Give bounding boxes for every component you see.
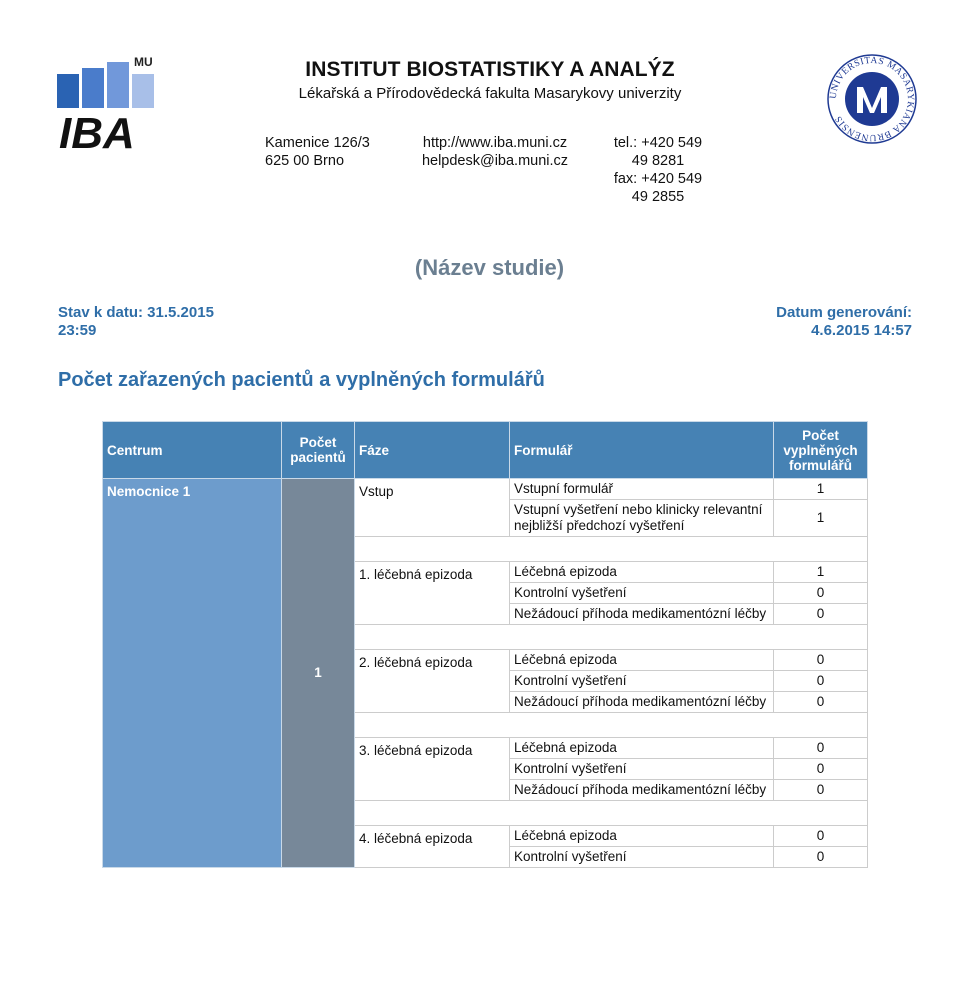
iba-logo-bar-1	[57, 74, 79, 108]
cell-faze: 3. léčebná epizoda	[355, 738, 510, 801]
address-street: Kamenice 126/3	[265, 135, 370, 151]
cell-pocet-vyplnenych: 1	[774, 479, 868, 500]
seal-text: UNIVERSITAS MASARYKIANA BRUNENSIS	[828, 55, 916, 143]
cell-pocet-vyplnenych: 0	[774, 826, 868, 847]
cell-centrum: Nemocnice 1	[103, 479, 282, 868]
col-header-centrum: Centrum	[103, 422, 282, 479]
cell-formular: Léčebná epizoda	[510, 562, 774, 583]
cell-pocet-vyplnenych: 1	[774, 562, 868, 583]
col-header-faze: Fáze	[355, 422, 510, 479]
forms-table	[102, 421, 868, 868]
cell-pocet-vyplnenych: 0	[774, 692, 868, 713]
tel-line-2: 49 8281	[631, 153, 685, 169]
cell-faze: 2. léčebná epizoda	[355, 650, 510, 713]
col-header-vyplnenych-line-3: formulářů	[788, 457, 852, 473]
col-header-pocet-vyplnenych	[774, 422, 868, 479]
section-title: Počet zařazených pacientů a vyplněných formulářů	[58, 369, 545, 391]
generated-date-block	[672, 304, 912, 340]
cell-formular: Vstupní formulář	[510, 479, 774, 500]
masaryk-university-seal	[826, 53, 918, 145]
cell-formular: Kontrolní vyšetření	[510, 671, 774, 692]
cell-formular: Kontrolní vyšetření	[510, 583, 774, 604]
col-header-pocet-pacientu	[282, 422, 355, 479]
email-link[interactable]: helpdesk@iba.muni.cz	[421, 153, 569, 169]
cell-pocet-vyplnenych: 0	[774, 738, 868, 759]
col-header-vyplnenych-line-1: Počet	[802, 427, 839, 443]
cell-formular: Nežádoucí příhoda medikamentózní léčby	[510, 692, 774, 713]
web-link[interactable]: http://www.iba.muni.cz	[422, 135, 568, 151]
cell-pocet-pacientu: 1	[282, 479, 355, 868]
tel-line-1: tel.: +420 549	[613, 135, 703, 151]
cell-formular: Nežádoucí příhoda medikamentózní léčby	[510, 780, 774, 801]
status-date-block	[58, 304, 214, 340]
iba-logo-bar-3	[107, 62, 129, 108]
address-city: 625 00 Brno	[265, 153, 345, 169]
seal-inner-disc	[845, 72, 899, 126]
cell-formular: Kontrolní vyšetření	[510, 847, 774, 868]
cell-pocet-vyplnenych: 0	[774, 671, 868, 692]
cell-pocet-vyplnenych: 0	[774, 759, 868, 780]
web-block	[405, 134, 585, 170]
col-header-formular: Formulář	[510, 422, 774, 479]
cell-formular: Nežádoucí příhoda medikamentózní léčby	[510, 604, 774, 625]
cell-faze: 1. léčebná epizoda	[355, 562, 510, 625]
cell-faze: 4. léčebná epizoda	[355, 826, 510, 868]
iba-logo-bar-4	[132, 74, 154, 108]
cell-pocet-vyplnenych: 0	[774, 604, 868, 625]
phase-spacer-cell	[355, 537, 868, 562]
table-row	[103, 479, 868, 500]
institute-subtitle: Lékařská a Přírodovědecká fakulta Masarykovy univerzity	[298, 85, 682, 102]
cell-pocet-vyplnenych: 0	[774, 650, 868, 671]
fax-line-1: fax: +420 549	[613, 171, 703, 187]
phone-block	[598, 134, 718, 206]
iba-logo-mu: MU	[134, 55, 153, 69]
phase-spacer-cell	[355, 801, 868, 826]
cell-pocet-vyplnenych: 0	[774, 583, 868, 604]
status-date-line-2: 23:59	[58, 322, 97, 339]
cell-faze: Vstup	[355, 479, 510, 537]
cell-pocet-vyplnenych: 1	[774, 500, 868, 537]
cell-formular: Léčebná epizoda	[510, 650, 774, 671]
cell-pocet-vyplnenych: 0	[774, 847, 868, 868]
table-body	[103, 479, 868, 868]
col-header-pocet-line-2: pacientů	[290, 450, 346, 465]
fax-line-2: 49 2855	[631, 189, 685, 205]
iba-logo-bar-2	[82, 68, 104, 108]
cell-formular: Kontrolní vyšetření	[510, 759, 774, 780]
address-block	[265, 134, 370, 170]
cell-formular: Léčebná epizoda	[510, 826, 774, 847]
cell-formular: Léčebná epizoda	[510, 738, 774, 759]
generated-date-line-2: 4.6.2015 14:57	[811, 322, 912, 339]
phase-spacer-cell	[355, 625, 868, 650]
status-date-line-1: Stav k datu: 31.5.2015	[58, 304, 214, 321]
table-header-row	[103, 422, 868, 479]
study-title: (Název studie)	[414, 255, 565, 280]
iba-logo	[55, 52, 165, 152]
col-header-vyplnenych-line-2: vyplněných	[783, 442, 858, 458]
iba-logo-text: IBA	[59, 109, 135, 152]
cell-formular: Vstupní vyšetření nebo klinicky relevantní nejbližší předchozí vyšetření	[510, 500, 774, 537]
col-header-pocet-line-1: Počet	[299, 435, 337, 450]
generated-date-line-1: Datum generování:	[776, 304, 912, 321]
cell-pocet-vyplnenych: 0	[774, 780, 868, 801]
phase-spacer-cell	[355, 713, 868, 738]
institute-name: INSTITUT BIOSTATISTIKY A ANALÝZ	[305, 58, 675, 81]
